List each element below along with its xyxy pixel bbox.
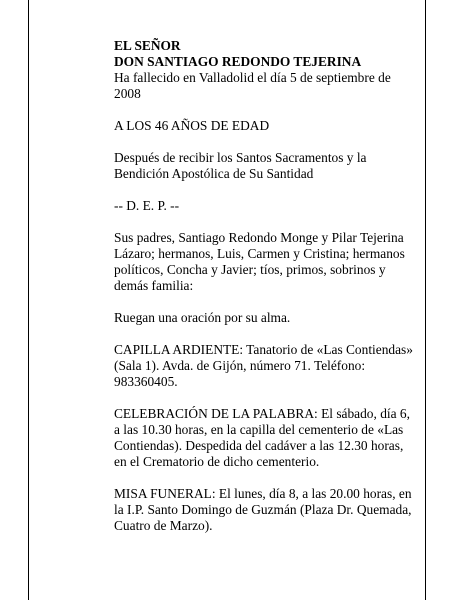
sacraments-line-2: Bendición Apostólica de Su Santidad bbox=[114, 166, 314, 181]
dep-line: -- D. E. P. -- bbox=[114, 198, 180, 213]
family-line-1: Sus padres, Santiago Redondo Monge y Pilar Tejerina bbox=[114, 230, 404, 245]
chapel-line-3: 983360405. bbox=[114, 374, 178, 389]
family-line-2: Lázaro; hermanos, Luis, Carmen y Cristina; hermanos bbox=[114, 246, 405, 261]
mass-line-2: la I.P. Santo Domingo de Guzmán (Plaza Dr. Quemada, bbox=[114, 502, 412, 517]
mass-line-3: Cuatro de Marzo). bbox=[114, 518, 213, 533]
celebration-line-3: Contiendas). Despedida del cadáver a las 12.30 horas, bbox=[114, 438, 404, 453]
mass-line-1: MISA FUNERAL: El lunes, día 8, a las 20.00 horas, en bbox=[114, 486, 412, 501]
title-line-1: EL SEÑOR bbox=[114, 38, 181, 53]
age-line: A LOS 46 AÑOS DE EDAD bbox=[114, 118, 270, 133]
chapel-line-2: (Sala 1). Avda. de Gijón, número 71. Teléfono: bbox=[114, 358, 366, 373]
obituary-notice bbox=[114, 38, 434, 534]
prayer-line: Ruegan una oración por su alma. bbox=[114, 310, 291, 325]
family-line-3: políticos, Concha y Javier; tíos, primos, sobrinos y bbox=[114, 262, 386, 277]
celebration-line-2: a las 10.30 horas, en la capilla del cementerio de «Las bbox=[114, 422, 404, 437]
sacraments-line-1: Después de recibir los Santos Sacramentos y la bbox=[114, 150, 367, 165]
title-line-2: DON SANTIAGO REDONDO TEJERINA bbox=[114, 54, 362, 69]
celebration-line-1: CELEBRACIÓN DE LA PALABRA: El sábado, día 6, bbox=[114, 406, 410, 421]
chapel-line-1: CAPILLA ARDIENTE: Tanatorio de «Las Contiendas» bbox=[114, 342, 413, 357]
death-line-2: 2008 bbox=[114, 86, 141, 101]
death-line-1: Ha fallecido en Valladolid el día 5 de septiembre de bbox=[114, 70, 391, 85]
family-line-4: demás familia: bbox=[114, 278, 194, 293]
celebration-line-4: en el Crematorio de dicho cementerio. bbox=[114, 454, 320, 469]
